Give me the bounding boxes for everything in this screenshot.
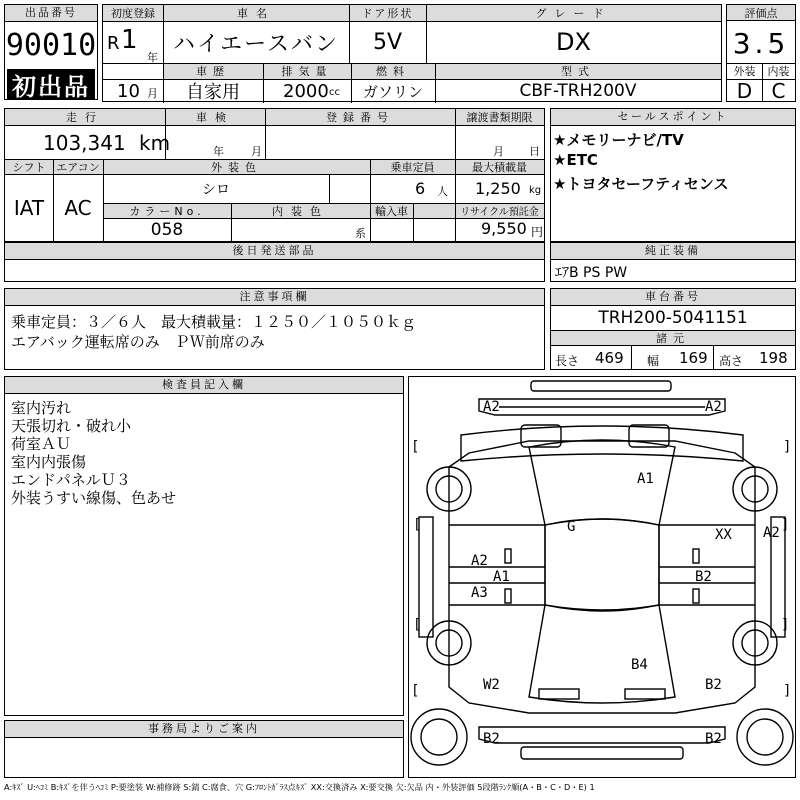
model: CBF-TRH200V xyxy=(519,81,637,101)
lot-number-box xyxy=(4,4,98,100)
interior-label: 内装色 xyxy=(272,204,329,218)
inspection-label: 車検 xyxy=(196,111,234,124)
transfer-month-unit: 月 xyxy=(493,145,504,158)
damage-mark: B2 xyxy=(705,677,722,693)
reg-year: 1 xyxy=(121,25,138,55)
damage-mark: A1 xyxy=(637,471,654,487)
lot-number-label: 出品番号 xyxy=(5,5,97,22)
bracket-7: [ xyxy=(413,617,422,633)
shift: IAT xyxy=(13,196,45,220)
recycle-label: リサイクル預託金 xyxy=(460,207,539,218)
length-label: 長さ xyxy=(555,354,580,368)
import-label: 輸入車 xyxy=(375,204,408,218)
fuel: ガソリン xyxy=(362,82,423,101)
car-diagram-drawing xyxy=(409,377,795,777)
history: 自家用 xyxy=(186,82,240,103)
mileage-label: 走行 xyxy=(66,111,104,124)
rating-label: 評価点 xyxy=(744,7,778,20)
standard-equipment-label: 純正装備 xyxy=(551,243,795,260)
recycle-fee: 9,550 xyxy=(481,219,527,238)
bracket-8: ] xyxy=(781,617,790,633)
first-reg-label: 初度登録 xyxy=(111,7,155,20)
plate-label: 登録番号 xyxy=(326,111,394,124)
inspector-line-5: エンドパネルＵ３ xyxy=(11,471,131,489)
standard-equipment: ｴｱB PS PW xyxy=(555,265,628,281)
damage-mark: A2 xyxy=(483,399,500,415)
office-label: 事務局よりご案内 xyxy=(5,721,403,738)
inspector-line-6: 外装うすい線傷、色あせ xyxy=(11,489,177,507)
fuel-label: 燃料 xyxy=(376,65,410,78)
inspector-line-1: 室内汚れ xyxy=(11,399,72,417)
width: 169 xyxy=(679,349,708,367)
ext-label: 外装 xyxy=(733,65,756,78)
model-label: 型式 xyxy=(561,65,595,78)
vehicle-header-table xyxy=(102,4,722,102)
length: 469 xyxy=(595,349,624,367)
height-label: 高さ xyxy=(719,354,744,368)
bracket-4: ] xyxy=(783,683,792,699)
sales-points-box xyxy=(550,108,796,242)
car-name: ハイエースバン xyxy=(172,31,340,57)
recycle-unit: 円 xyxy=(531,225,544,239)
year-unit: 年 xyxy=(147,51,158,64)
int-label: 内装 xyxy=(767,65,790,78)
damage-mark: W2 xyxy=(483,677,500,693)
inspector-line-2: 天張切れ・破れ小 xyxy=(11,417,132,435)
standard-equipment-box xyxy=(550,242,796,282)
damage-mark: B4 xyxy=(631,657,648,673)
color-no-label: カラーNo. xyxy=(129,204,205,218)
capacity-unit: 人 xyxy=(437,185,448,198)
grade: DX xyxy=(556,28,591,56)
damage-mark: XX xyxy=(715,527,732,543)
bracket-3: [ xyxy=(411,683,420,699)
damage-mark: B2 xyxy=(705,731,722,747)
chassis-number: TRH200-5041151 xyxy=(598,308,748,328)
history-label: 車歴 xyxy=(196,65,230,78)
notes-line-1: 乗車定員：３／６人 最大積載量：１２５０／１０５０ｋｇ xyxy=(11,313,417,331)
load-label: 最大積載量 xyxy=(472,161,527,174)
capacity: 6 xyxy=(415,179,426,198)
damage-mark: A2 xyxy=(763,525,780,541)
inspection-year-unit: 年 xyxy=(213,145,224,158)
bracket-1: [ xyxy=(411,439,420,455)
displacement: 2000 xyxy=(283,81,329,102)
notes-box xyxy=(4,288,545,370)
door-type: 5V xyxy=(372,29,403,55)
car-name-label: 車名 xyxy=(237,7,275,20)
sales-point-2: ★ETC xyxy=(553,151,598,169)
month-unit: 月 xyxy=(147,87,158,100)
damage-mark: A1 xyxy=(493,569,510,585)
legend: A:ｷｽﾞ U:ﾍｺﾐ B:ｷｽﾞを伴うﾍｺﾐ P:要塗装 W:補修跡 S:錆 C:腐食、穴 G:ﾌﾛﾝﾄｶﾞﾗｽ点ｷｽﾞ XX:交換済み X:要交換 欠:欠品 内・外装評価 5段階ﾗﾝｸ順(A・B・C・D・E) 1 xyxy=(4,782,595,792)
inspector-label: 検査員記入欄 xyxy=(5,377,403,394)
load-unit: kg xyxy=(529,185,542,196)
inspector-line-3: 荷室ＡＵ xyxy=(11,435,72,453)
transfer-day-unit: 日 xyxy=(529,145,540,158)
chassis-label: 車台番号 xyxy=(551,289,795,306)
first-listing-badge: 初出品 xyxy=(7,69,95,99)
era: R xyxy=(107,33,120,54)
bracket-5: [ xyxy=(413,517,422,533)
int-rating: C xyxy=(771,79,786,103)
notes-label: 注意事項欄 xyxy=(5,289,544,306)
rating-box xyxy=(726,4,796,102)
inspector-box xyxy=(4,376,404,716)
vehicle-details-table xyxy=(4,108,545,242)
grade-label: グレード xyxy=(535,7,612,20)
mileage-unit: km xyxy=(139,131,171,155)
damage-mark: B2 xyxy=(695,569,712,585)
notes-line-2: エアバック運転席のみ ＰＷ前席のみ xyxy=(11,333,265,351)
door-label: ドア形状 xyxy=(361,7,414,20)
mileage: 103,341 xyxy=(43,131,126,155)
later-parts-box xyxy=(4,242,545,282)
bracket-6: ] xyxy=(781,517,790,533)
rating-score: 3.5 xyxy=(732,26,790,60)
reg-month: 10 xyxy=(117,81,140,102)
damage-mark: G xyxy=(567,519,576,535)
sales-point-1: ★メモリーナビ/TV xyxy=(553,131,684,149)
inspector-line-4: 室内内張傷 xyxy=(11,453,87,471)
color-label: 外装色 xyxy=(211,161,262,174)
ac-label: エアコン xyxy=(56,161,100,174)
lot-number: 90010 xyxy=(5,27,97,63)
damage-mark: A2 xyxy=(705,399,722,415)
capacity-label: 乗車定員 xyxy=(390,161,435,174)
color-no: 058 xyxy=(150,219,184,240)
damage-mark: B2 xyxy=(483,731,500,747)
damage-diagram xyxy=(408,376,796,778)
sales-point-3: ★トヨタセーフティセンス xyxy=(553,175,729,193)
damage-mark: A2 xyxy=(471,553,488,569)
displacement-unit: cc xyxy=(329,87,340,98)
shift-label: シフト xyxy=(12,161,46,174)
sales-points-label: セールスポイント xyxy=(551,109,795,126)
chassis-box xyxy=(550,288,796,370)
later-parts-label: 後日発送部品 xyxy=(5,243,544,260)
body-color: シロ xyxy=(202,182,230,198)
interior-unit: 系 xyxy=(355,227,366,240)
transfer-label: 譲渡書類期限 xyxy=(466,111,533,124)
ext-rating: D xyxy=(736,79,753,103)
inspection-month-unit: 月 xyxy=(251,145,262,158)
ac: AC xyxy=(64,196,92,220)
dimensions-label: 諸元 xyxy=(656,332,690,345)
max-load: 1,250 xyxy=(475,179,521,198)
width-label: 幅 xyxy=(647,354,660,368)
damage-mark: A3 xyxy=(471,585,488,601)
office-box xyxy=(4,720,404,778)
bracket-2: ] xyxy=(783,439,792,455)
height: 198 xyxy=(759,349,788,367)
displacement-label: 排気量 xyxy=(281,65,333,78)
